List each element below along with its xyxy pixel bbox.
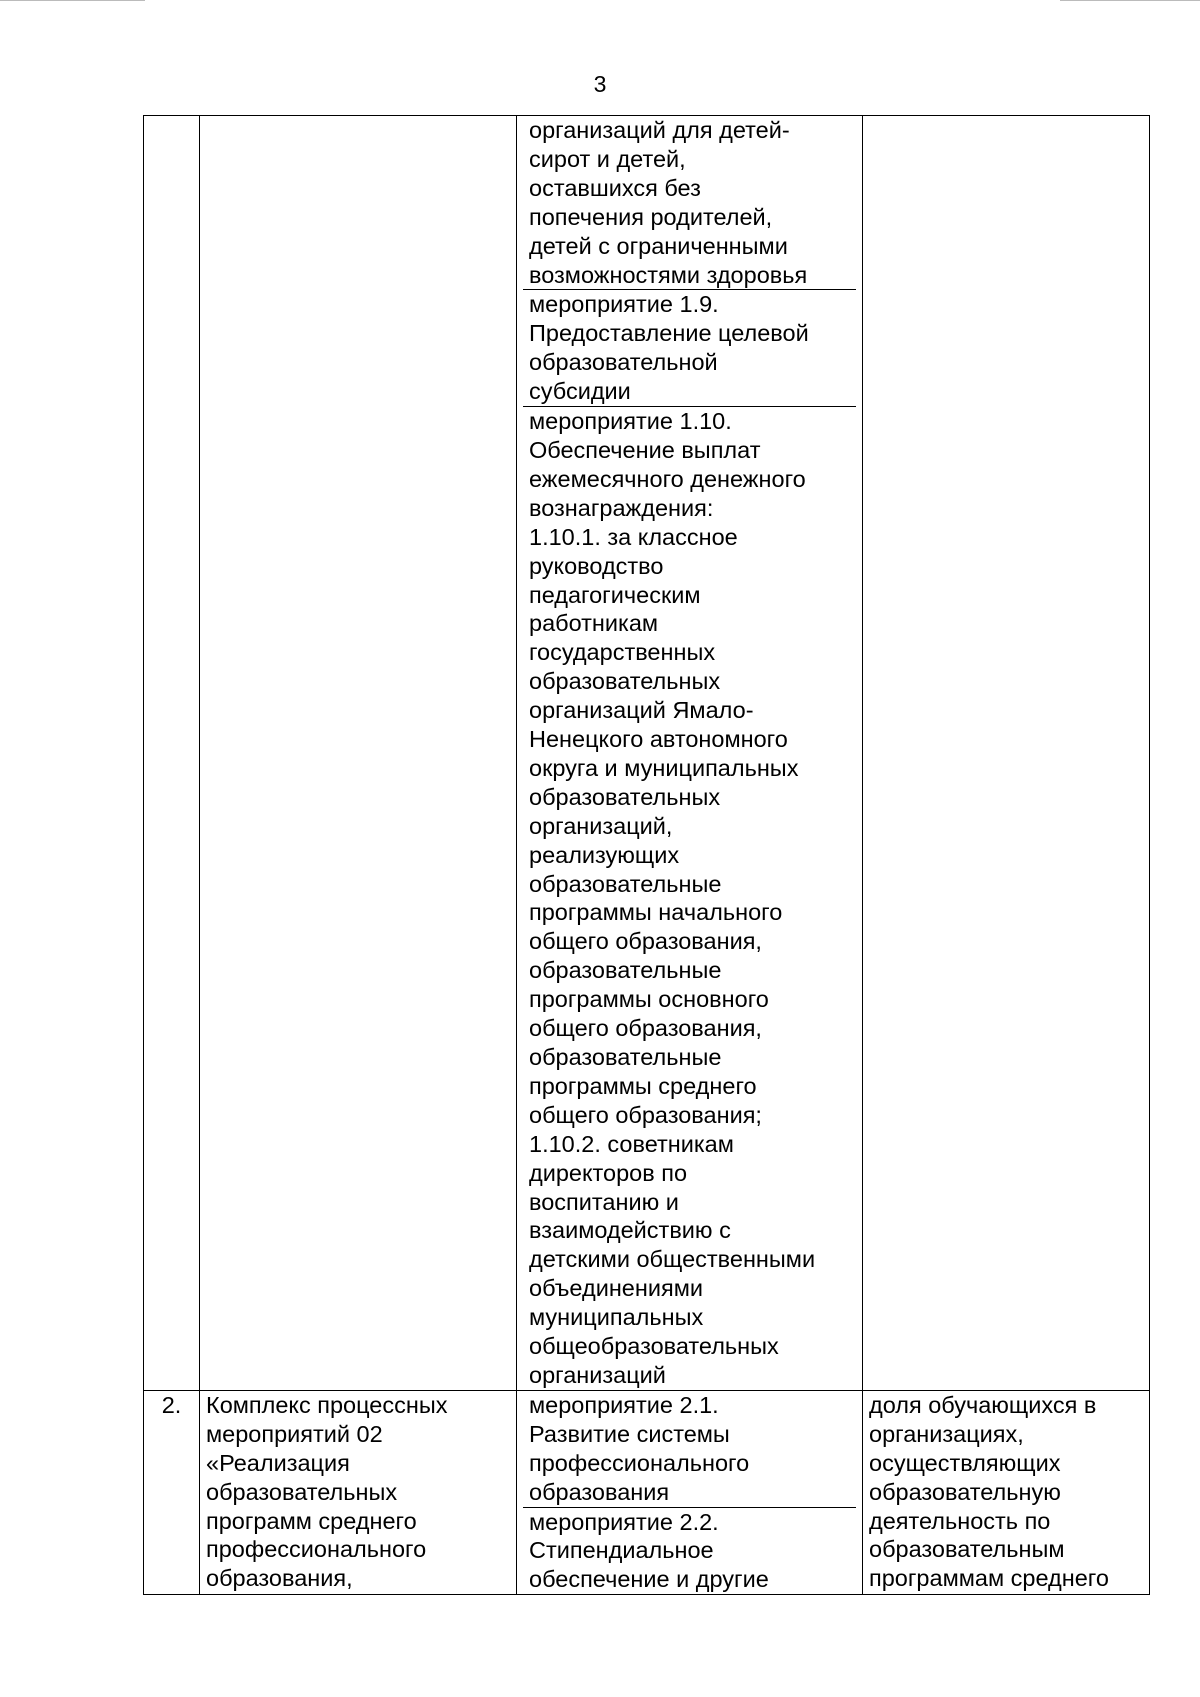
event-line: мероприятие 2.2.	[529, 1508, 719, 1535]
event-line: руководство	[529, 552, 664, 579]
process-complex-line: мероприятий 02	[206, 1420, 383, 1447]
top-edge-left	[0, 0, 145, 1]
event-line: округа и муниципальных	[529, 754, 799, 781]
event-block	[523, 1391, 856, 1508]
indicator-line: программам среднего	[869, 1565, 1109, 1592]
indicator-line: осуществляющих	[869, 1449, 1061, 1476]
event-line: мероприятие 1.9.	[529, 291, 719, 318]
event-line: Развитие системы	[529, 1420, 730, 1447]
program-table	[143, 115, 1150, 1595]
indicator-line: деятельность по	[869, 1507, 1051, 1534]
table-row	[144, 1390, 1150, 1594]
event-line: мероприятие 2.1.	[529, 1391, 719, 1418]
event-line: Ненецкого автономного	[529, 726, 788, 753]
event-line: реализующих	[529, 841, 680, 868]
event-line: Предоставление целевой	[529, 320, 809, 347]
event-line: общего образования;	[529, 1101, 762, 1128]
process-complex-line: «Реализация	[206, 1449, 350, 1476]
process-complex-line: образовательных	[206, 1478, 398, 1505]
event-line: образовательные	[529, 1044, 722, 1070]
event-line: организаций	[529, 1361, 666, 1388]
process-complex-line: Комплекс процессных	[206, 1391, 448, 1418]
events-cell	[517, 116, 863, 1391]
event-line: 1.10.1. за классное	[529, 523, 738, 550]
indicator-line: образовательным	[869, 1536, 1065, 1563]
event-block	[523, 1508, 856, 1595]
event-line: государственных	[529, 639, 716, 666]
event-line: сирот и детей,	[529, 145, 686, 172]
event-line: работникам	[529, 610, 659, 637]
event-line: мероприятие 1.10.	[529, 408, 732, 435]
top-edge-right	[1060, 0, 1200, 1]
indicator-line: образовательную	[869, 1478, 1061, 1505]
indicator-line: организациях,	[869, 1420, 1024, 1447]
event-block	[523, 116, 856, 290]
indicator-cell	[863, 116, 1150, 1391]
event-line: попечения родителей,	[529, 203, 773, 230]
process-complex-line: образования,	[206, 1565, 353, 1592]
event-line: 1.10.2. советникам	[529, 1130, 734, 1157]
row-number-cell	[144, 116, 200, 1391]
event-line: организаций для детей-	[529, 117, 790, 143]
event-line: ежемесячного денежного	[529, 465, 806, 492]
process-complex-line: профессионального	[206, 1536, 427, 1563]
event-line: педагогическим	[529, 581, 701, 608]
event-line: образовательные	[529, 870, 722, 897]
event-line: возможностями здоровья	[529, 261, 808, 288]
event-line: вознаграждения:	[529, 494, 714, 521]
event-line: воспитанию и	[529, 1188, 679, 1215]
row-number-cell: 2.	[144, 1390, 200, 1594]
event-line: детей с ограниченными	[529, 232, 788, 259]
process-complex-cell	[200, 1390, 517, 1594]
event-line: образования	[529, 1478, 670, 1505]
event-line: образовательной	[529, 349, 718, 376]
event-line: организаций,	[529, 812, 673, 839]
event-line: директоров по	[529, 1159, 688, 1186]
event-line: оставшихся без	[529, 174, 701, 201]
event-line: программы среднего	[529, 1072, 757, 1099]
process-complex-cell	[200, 116, 517, 1391]
event-line: общего образования,	[529, 1015, 762, 1042]
event-block	[523, 407, 856, 1390]
event-line: программы основного	[529, 986, 769, 1013]
indicator-cell	[863, 1390, 1150, 1594]
event-block	[523, 290, 856, 407]
event-line: субсидии	[529, 378, 631, 405]
events-cell	[517, 1390, 863, 1594]
event-line: детскими общественными	[529, 1246, 816, 1273]
event-line: общеобразовательных	[529, 1333, 779, 1360]
event-line: муниципальных	[529, 1304, 704, 1331]
event-line: организаций Ямало-	[529, 697, 754, 724]
event-line: обеспечение и другие	[529, 1566, 769, 1593]
event-line: Обеспечение выплат	[529, 436, 761, 463]
event-line: профессионального	[529, 1449, 750, 1476]
event-line: образовательных	[529, 783, 721, 810]
event-line: взаимодействию с	[529, 1217, 731, 1244]
event-line: объединениями	[529, 1275, 703, 1302]
indicator-line: доля обучающихся в	[869, 1391, 1097, 1418]
table-row	[144, 116, 1150, 1391]
event-line: образовательные	[529, 957, 722, 984]
event-line: программы начального	[529, 899, 783, 926]
event-line: образовательных	[529, 668, 721, 695]
event-line: общего образования,	[529, 928, 762, 955]
process-complex-line: программ среднего	[206, 1507, 417, 1534]
page-number: 3	[593, 71, 607, 97]
event-line: Стипендиальное	[529, 1537, 714, 1564]
